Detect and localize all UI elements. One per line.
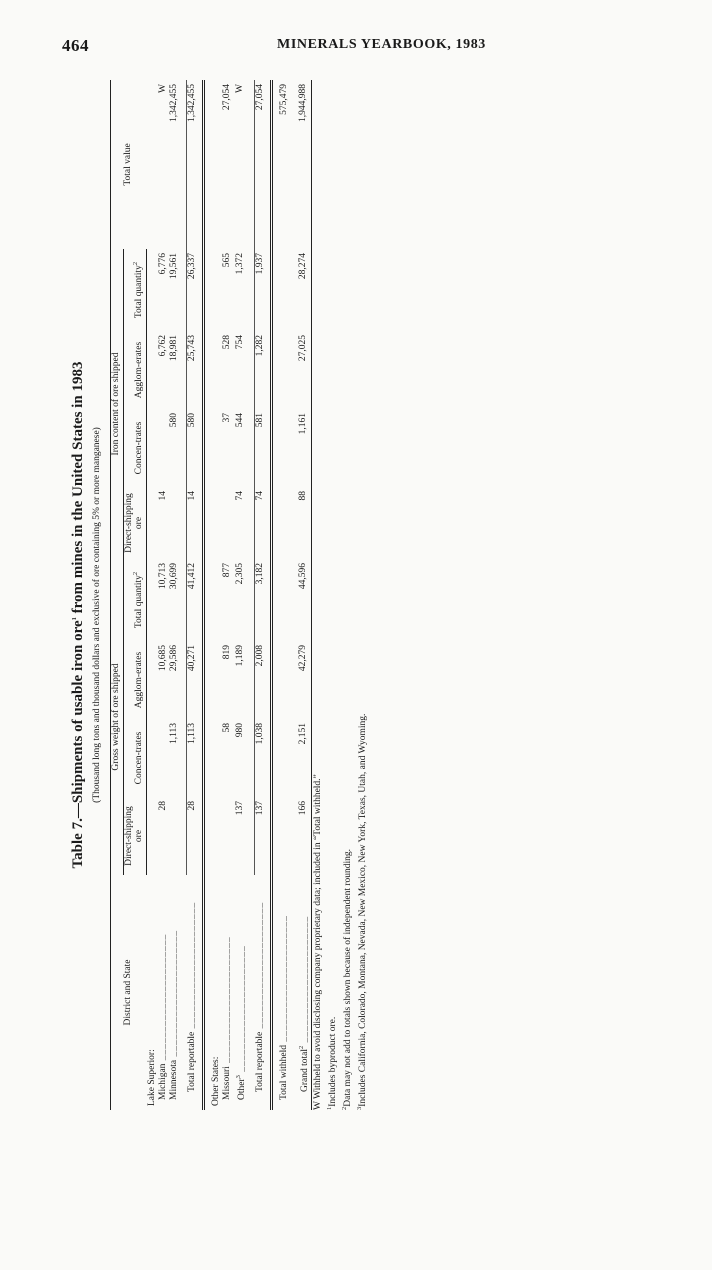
header-total-quantity	[123, 559, 146, 641]
leader-dots: ______________________	[300, 915, 311, 1046]
value-cell	[279, 487, 290, 559]
value-cell	[211, 409, 222, 487]
value-cell: 565	[221, 252, 232, 268]
row-label	[233, 875, 248, 1110]
value-cell	[146, 641, 158, 719]
value-cell: 88	[298, 491, 309, 501]
header-iron-total-quantity-text: Total quantity	[133, 265, 144, 319]
value-cell: 581	[255, 409, 267, 487]
footnote-2-text: Data may not add to totals shown because of independent rounding.	[343, 848, 354, 1107]
value-cell: 754	[234, 335, 245, 350]
value-cell: 42,279	[298, 645, 309, 672]
value-cell: 580	[168, 413, 179, 428]
row-label-footnote-ref: 2	[298, 1045, 306, 1049]
value-cell: 44,596	[298, 563, 309, 590]
value-cell: 1,161	[298, 413, 309, 435]
header-total-value: Total value	[122, 143, 133, 186]
row-label-text: Total reportable	[254, 1031, 265, 1092]
value-cell: 1,113	[168, 723, 179, 745]
row-label-text: Other States:	[210, 1056, 221, 1106]
value-cell: 166	[298, 801, 309, 816]
value-cell: 2,008	[255, 641, 267, 719]
value-cell: 28,274	[298, 252, 309, 280]
row-spacer	[272, 80, 280, 1110]
value-cell: 19,561	[168, 252, 179, 280]
table-title	[70, 80, 87, 1150]
value-cell	[146, 559, 158, 641]
footnote-w: W Withheld to avoid disclosing company proprietary data; included in “Total withheld.”	[313, 774, 323, 1110]
row-label	[158, 875, 169, 1110]
value-cell: 1,342,455	[168, 83, 179, 122]
leader-dots: ______________________	[237, 945, 248, 1076]
value-cell: 37	[221, 413, 232, 423]
value-cell: 544	[234, 413, 245, 428]
row-label	[169, 875, 180, 1110]
group-label-row	[146, 80, 158, 1110]
value-cell	[211, 719, 222, 797]
value-cell	[222, 797, 233, 875]
value-cell: 29,586	[168, 645, 179, 672]
footnote-1-text: Includes byproduct ore.	[328, 1016, 339, 1107]
row-label	[186, 875, 198, 1110]
value-cell	[211, 331, 222, 409]
value-cell: 74	[234, 491, 245, 501]
value-cell: 6,776	[157, 252, 168, 275]
value-cell	[146, 331, 158, 409]
row-label-text: Minnesota	[168, 1059, 179, 1100]
row-spacer	[203, 80, 211, 1110]
value-cell: 10,685	[157, 645, 168, 672]
row-label-text: Michigan	[157, 1063, 168, 1100]
row-label-text: Total reportable	[186, 1031, 197, 1092]
value-cell: 1,113	[186, 719, 198, 797]
header-district-state: District and State	[122, 959, 133, 1026]
value-cell: 528	[221, 335, 232, 350]
header-direct-shipping: Direct-shipping ore	[123, 797, 146, 875]
table-row	[233, 80, 248, 1110]
table-title-footnote-ref: 1	[71, 617, 78, 621]
value-cell	[146, 487, 158, 559]
row-label-text: Total withheld	[279, 1044, 290, 1100]
value-cell: 27,054	[255, 80, 267, 249]
value-cell: 1,282	[255, 331, 267, 409]
value-cell: 14	[157, 491, 168, 501]
header-iron-direct-shipping: Direct-shipping ore	[123, 487, 146, 559]
value-cell: 27,054	[221, 83, 232, 111]
value-cell: W	[157, 83, 168, 93]
value-cell	[146, 719, 158, 797]
value-cell	[222, 487, 233, 559]
value-cell: 14	[186, 487, 198, 559]
table-row	[255, 80, 267, 1110]
header-total-quantity-text: Total quantity	[133, 575, 144, 629]
value-cell	[279, 409, 290, 487]
header-agglomerates: Agglom-erates	[123, 641, 146, 719]
row-label	[279, 875, 290, 1110]
value-cell	[146, 409, 158, 487]
spacer-cell	[203, 80, 211, 1110]
value-cell: 819	[221, 645, 232, 660]
value-cell: 1,944,988	[298, 83, 309, 122]
value-cell	[211, 487, 222, 559]
value-cell: 28	[186, 797, 198, 875]
value-cell: 41,412	[186, 559, 198, 641]
value-cell: 30,699	[168, 563, 179, 590]
value-cell	[211, 249, 222, 331]
table-body	[146, 80, 311, 1110]
leader-dots: ______________________	[279, 915, 290, 1045]
table-subtitle: (Thousand long tons and thousand dollars and exclusive of ore containing 5% or more manganese)	[92, 427, 102, 803]
value-cell	[158, 409, 169, 487]
value-cell	[146, 797, 158, 875]
header-iron-concentrates: Concen-trates	[123, 409, 146, 487]
value-cell: 980	[234, 723, 245, 738]
value-cell	[279, 641, 290, 719]
value-cell: 1,937	[255, 249, 267, 331]
value-cell	[158, 719, 169, 797]
row-label-footnote-ref: 3	[234, 1075, 242, 1079]
row-label-text: Other	[237, 1078, 248, 1100]
row-label	[222, 875, 233, 1110]
value-cell: 1,372	[234, 252, 245, 275]
header-iron-total-quantity-ref: 2	[131, 261, 139, 266]
table-row	[186, 80, 198, 1110]
value-cell	[146, 80, 158, 249]
value-cell: 137	[234, 801, 245, 816]
header-iron-agglomerates: Agglom-erates	[123, 331, 146, 409]
value-cell: 2,151	[298, 723, 309, 745]
rotated-table-block	[70, 80, 370, 1150]
spacer-cell	[272, 80, 280, 1110]
value-cell: 580	[186, 409, 198, 487]
table-row	[296, 80, 312, 1110]
value-cell	[279, 559, 290, 641]
footnotes	[312, 80, 369, 1110]
footnote-2	[339, 80, 354, 1110]
value-cell: 28	[157, 801, 168, 811]
value-cell	[279, 249, 290, 331]
footnote-1	[324, 80, 339, 1110]
header-total-quantity-ref: 2	[131, 571, 139, 576]
value-cell: 10,713	[157, 563, 168, 590]
value-cell: 74	[255, 487, 267, 559]
footnote-2-marker: 2	[341, 1106, 349, 1110]
header-gross-weight: Gross weight of ore shipped	[111, 559, 124, 875]
value-cell	[211, 641, 222, 719]
table-row	[279, 80, 290, 1110]
value-cell	[279, 719, 290, 797]
leader-dots: ______________________	[157, 933, 168, 1064]
iron-ore-shipments-table	[110, 80, 312, 1110]
value-cell	[169, 487, 180, 559]
value-cell: 26,337	[186, 249, 198, 331]
value-cell	[211, 559, 222, 641]
header-concentrates: Concen-trates	[123, 719, 146, 797]
table-title-text-end: from mines in the United States in 1983	[70, 361, 86, 618]
table-row	[158, 80, 169, 1110]
footnote-1-marker: 1	[326, 1106, 333, 1110]
value-cell: 1,342,455	[186, 80, 198, 249]
value-cell	[211, 797, 222, 875]
row-label-text: Grand total	[300, 1048, 311, 1092]
value-cell: 575,479	[279, 83, 290, 115]
row-label	[296, 875, 312, 1110]
table-row	[169, 80, 180, 1110]
group-label-row	[211, 80, 222, 1110]
value-cell	[211, 80, 222, 249]
footnote-3-text: Includes California, Colorado, Montana, Nevada, New Mexico, New York, Texas, Utah, and Wyoming.	[358, 713, 369, 1107]
footnote-3	[354, 80, 369, 1110]
leader-dots: ______________________	[168, 930, 179, 1060]
header-iron-total-quantity	[123, 249, 146, 331]
value-cell: 40,271	[186, 641, 198, 719]
value-cell: 27,025	[298, 335, 309, 362]
value-cell: 6,762	[157, 335, 168, 357]
table-title-text: Table 7.—Shipments of usable iron ore	[70, 620, 86, 869]
value-cell: 1,038	[255, 719, 267, 797]
footnote-3-marker: 3	[356, 1106, 364, 1110]
leader-dots: ______________________	[186, 901, 197, 1032]
row-label	[146, 875, 158, 1110]
value-cell: 3,182	[255, 559, 267, 641]
value-cell: 18,981	[168, 335, 179, 362]
row-label	[255, 875, 267, 1110]
row-label	[211, 875, 222, 1110]
value-cell: 137	[255, 797, 267, 875]
value-cell: 2,305	[234, 563, 245, 585]
value-cell: 877	[221, 563, 232, 578]
table-row	[222, 80, 233, 1110]
value-cell	[146, 249, 158, 331]
value-cell	[169, 797, 180, 875]
leader-dots: ______________________	[221, 936, 232, 1067]
leader-dots: ______________________	[254, 901, 265, 1032]
value-cell: 25,743	[186, 331, 198, 409]
row-label-text: Lake Superior:	[146, 1049, 157, 1106]
page-number: 464	[62, 36, 89, 55]
value-cell: W	[234, 83, 245, 93]
value-cell	[279, 331, 290, 409]
running-head: MINERALS YEARBOOK, 1983	[277, 37, 486, 52]
value-cell: 1,189	[234, 645, 245, 667]
value-cell: 58	[221, 723, 232, 733]
header-iron-content: Iron content of ore shipped	[111, 249, 124, 559]
row-label-text: Missouri	[221, 1066, 232, 1100]
value-cell	[279, 797, 290, 875]
